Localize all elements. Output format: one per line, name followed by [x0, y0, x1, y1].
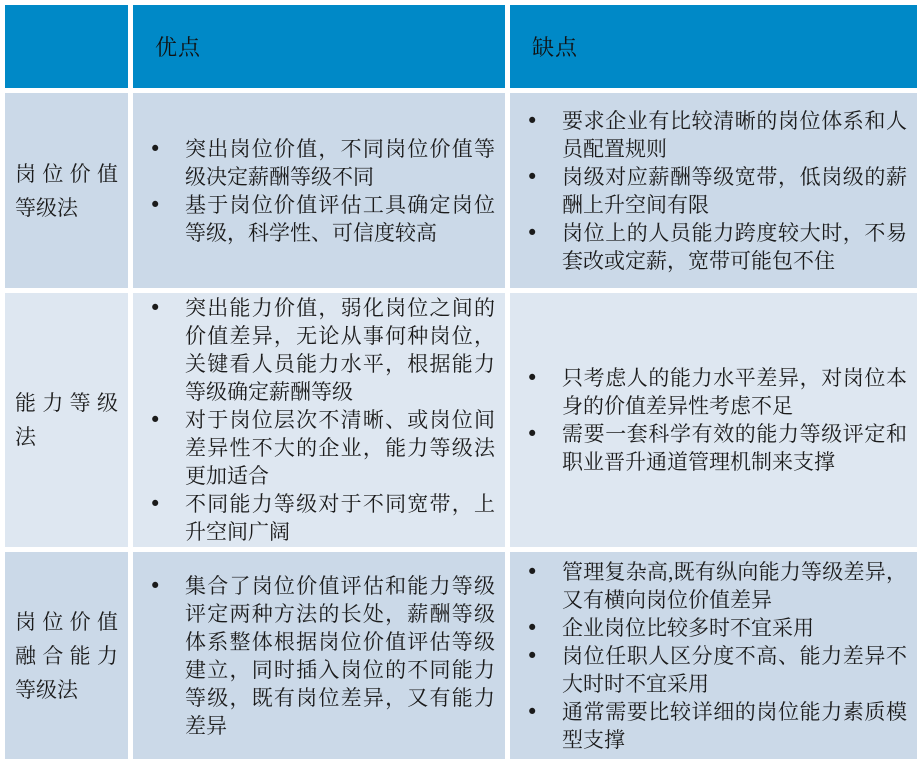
bullet-item: • 突出能力价值，弱化岗位之间的价值差异，无论从事何种岗位，关键看人员能力水平，根据能力等级确定薪酬等级	[133, 294, 495, 406]
bullet-item: • 需要一套科学有效的能力等级评定和职业晋升通道管理机制来支撑	[510, 420, 907, 476]
header-method-column	[5, 5, 128, 88]
bullet-item: • 集合了岗位价值评估和能力等级评定两种方法的长处，薪酬等级体系整体根据岗位价值评估等级建立，同时插入岗位的不同能力等级，既有岗位差异，又有能力差异	[133, 572, 495, 740]
advantages-list	[133, 135, 495, 247]
bullet-item: • 只考虑人的能力水平差异，对岗位本身的价值差异性考虑不足	[510, 364, 907, 420]
row2-advantages-cell	[133, 293, 505, 547]
row-method-capability-grade	[5, 293, 128, 547]
row1-disadvantages-cell	[510, 93, 917, 288]
bullet-item: • 基于岗位价值评估工具确定岗位等级，科学性、可信度较高	[133, 191, 495, 247]
bullet-item: • 企业岗位比较多时不宜采用	[510, 614, 907, 642]
bullet-item: • 管理复杂高,既有纵向能力等级差异，又有横向岗位价值差异	[510, 558, 907, 614]
bullet-item: • 不同能力等级对于不同宽带，上升空间广阔	[133, 490, 495, 546]
bullet-item: • 突出岗位价值，不同岗位价值等级决定薪酬等级不同	[133, 135, 495, 191]
header-advantages: 优点	[133, 5, 505, 88]
method-label: 岗位价值融合能力等级法	[15, 609, 118, 702]
disadvantages-list	[510, 558, 907, 754]
row-method-position-value	[5, 93, 128, 288]
disadvantages-list	[510, 107, 907, 275]
row1-advantages-cell	[133, 93, 505, 288]
bullet-item: • 岗位上的人员能力跨度较大时，不易套改或定薪，宽带可能包不住	[510, 219, 907, 275]
row3-advantages-cell	[133, 552, 505, 759]
bullet-item: • 岗位任职人区分度不高、能力差异不大时时不宜采用	[510, 642, 907, 698]
bullet-item: • 通常需要比较详细的岗位能力素质模型支撑	[510, 698, 907, 754]
advantages-list	[133, 294, 495, 546]
bullet-item: • 对于岗位层次不清晰、或岗位间差异性不大的企业，能力等级法更加适合	[133, 406, 495, 490]
row3-disadvantages-cell	[510, 552, 917, 759]
bullet-item: • 要求企业有比较清晰的岗位体系和人员配置规则	[510, 107, 907, 163]
advantages-list	[133, 572, 495, 740]
method-label: 岗位价值等级法	[15, 161, 118, 220]
header-disadvantages: 缺点	[510, 5, 917, 88]
row-method-fusion-grade	[5, 552, 128, 759]
method-label: 能力等级法	[15, 391, 118, 449]
disadvantages-list	[510, 364, 907, 476]
row2-disadvantages-cell	[510, 293, 917, 547]
bullet-item: • 岗级对应薪酬等级宽带，低岗级的薪酬上升空间有限	[510, 163, 907, 219]
